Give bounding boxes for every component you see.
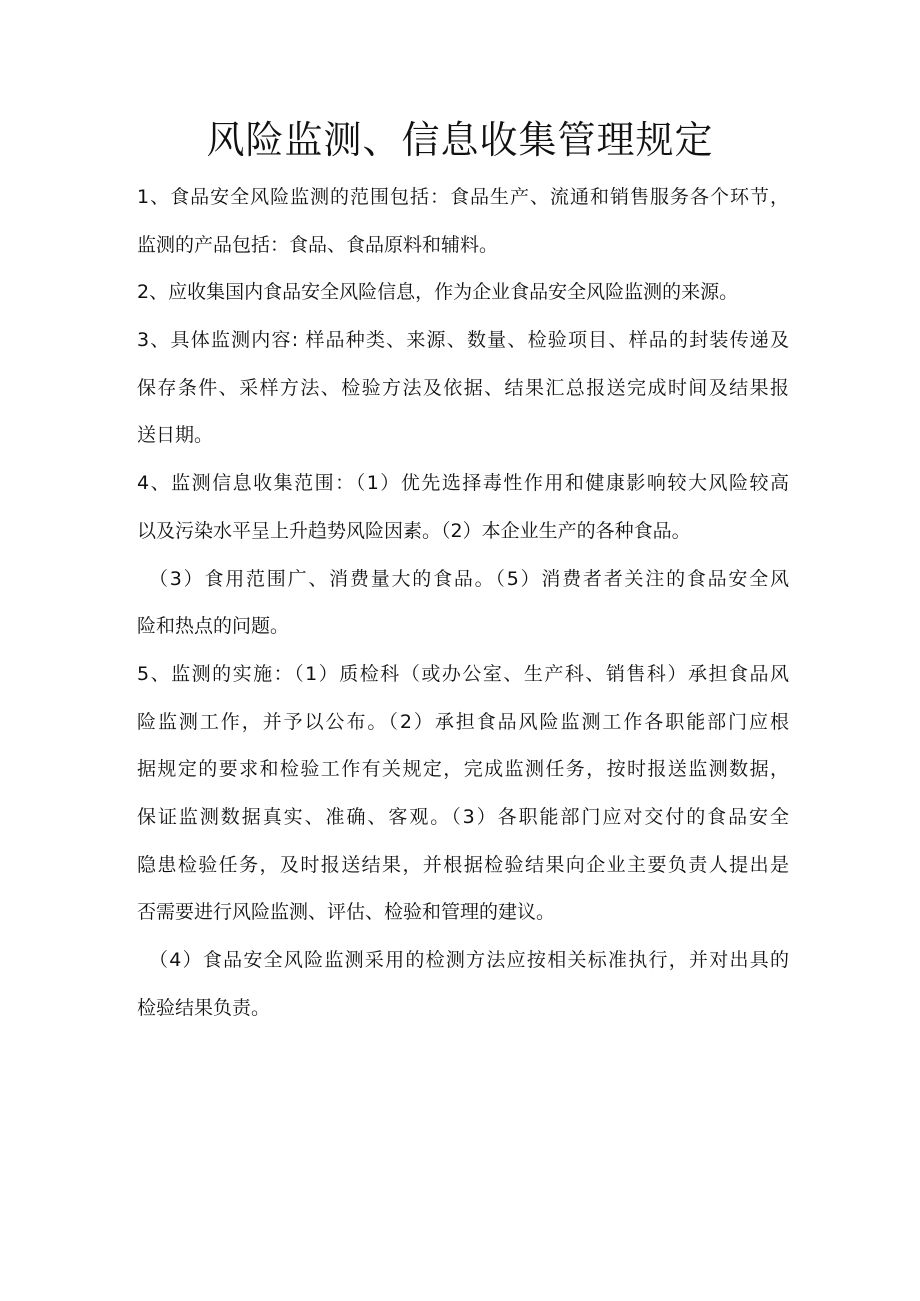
paragraph-3-line-1: 3、具体监测内容: 样品种类、来源、数量、检验项目、样品的封装传递及 — [137, 329, 789, 352]
paragraph-4-line-2: 以及污染水平呈上升趋势风险因素。（2）本企业生产的各种食品。 — [137, 519, 691, 542]
paragraph-5-line-3: 据规定的要求和检验工作有关规定，完成监测任务，按时报送监测数据， — [137, 758, 789, 781]
paragraph-2-line-1: 2、应收集国内食品安全风险信息，作为企业食品安全风险监测的来源。 — [137, 281, 739, 304]
paragraph-5-line-2: 险监测工作，并予以公布。（2）承担食品风险监测工作各职能部门应根 — [137, 710, 789, 733]
paragraph-3-line-3: 送日期。 — [137, 424, 214, 447]
paragraph-4-line-3: （3）食用范围广、消费量大的食品。（5）消费者者关注的食品安全风 — [149, 567, 789, 590]
document-body — [137, 174, 789, 1032]
paragraph-4-line-4: 险和热点的问题。 — [137, 615, 290, 638]
paragraph-1-line-1: 1、食品安全风险监测的范围包括：食品生产、流通和销售服务各个环节， — [137, 186, 789, 208]
paragraph-5-line-4: 保证监测数据真实、准确、客观。（3）各职能部门应对交付的食品安全 — [137, 805, 789, 828]
paragraph-1-line-2: 监测的产品包括：食品、食品原料和辅料。 — [137, 233, 499, 256]
paragraph-5-line-7: （4）食品安全风险监测采用的检测方法应按相关标准执行，并对出具的 — [149, 949, 789, 971]
paragraph-4-line-1: 4、监测信息收集范围：（1）优先选择毒性作用和健康影响较大风险较高 — [137, 472, 789, 495]
paragraph-5-line-1: 5、监测的实施：（1）质检科（或办公室、生产科、销售科）承担食品风 — [137, 662, 789, 685]
paragraph-5-line-8: 检验结果负责。 — [137, 996, 271, 1019]
document-title: 风险监测、信息收集管理规定 — [206, 118, 714, 162]
paragraph-5-line-6: 否需要进行风险监测、评估、检验和管理的建议。 — [137, 901, 556, 924]
paragraph-5-line-5: 隐患检验任务，及时报送结果，并根据检验结果向企业主要负责人提出是 — [137, 853, 789, 876]
paragraph-3-line-2: 保存条件、采样方法、检验方法及依据、结果汇总报送完成时间及结果报 — [137, 376, 789, 399]
